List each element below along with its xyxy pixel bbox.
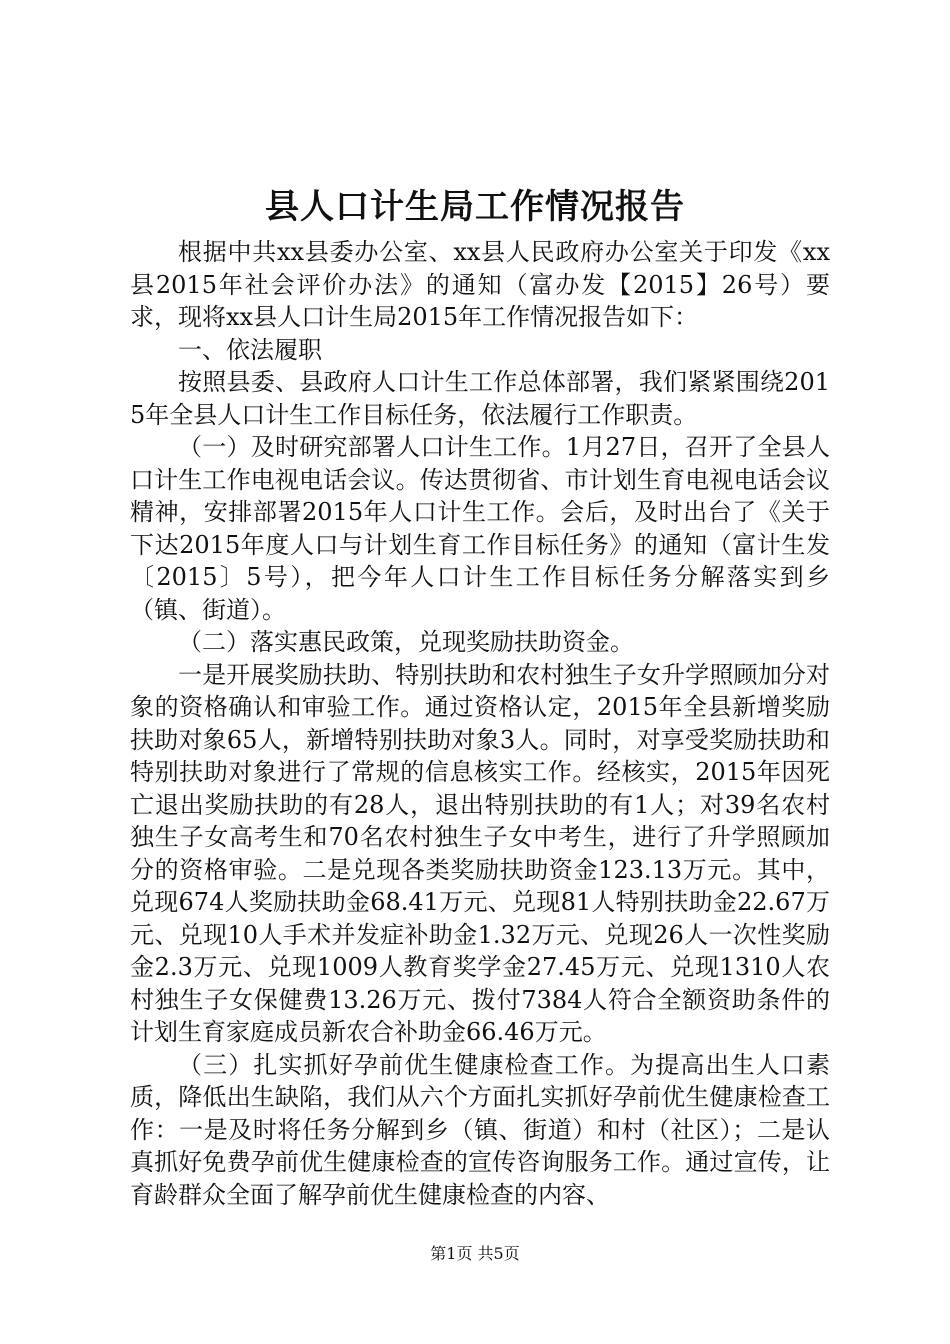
paragraph-overview: 按照县委、县政府人口计生工作总体部署，我们紧紧围绕2015年全县人口计生工作目标任务，依法履行工作职责。 bbox=[130, 368, 830, 429]
paragraph-item-1: （一）及时研究部署人口计生工作。1月27日，召开了全县人口计生工作电视电话会议。传达贯彻省、市计划生育电视电话会议精神，安排部署2015年人口计生工作。会后，及时出台了《关于下达2015年度人口与计划生育工作目标任务》的通知（富计生发〔2015〕5号），把今年人口计生工作目标任务分解落实到乡（镇、街道）。 bbox=[130, 433, 830, 624]
page-footer: 第1页 共5页 bbox=[430, 1244, 520, 1263]
paragraph-intro: 根据中共xx县委办公室、xx县人民政府办公室关于印发《xx县2015年社会评价办法》的通知（富办发【2015】26号）要求，现将xx县人口计生局2015年工作情况报告如下： bbox=[130, 238, 830, 331]
paragraph-subsidies: 一是开展奖励扶助、特别扶助和农村独生子女升学照顾加分对象的资格确认和审验工作。通过资格认定，2015年全县新增奖励扶助对象65人，新增特别扶助对象3人。同时，对享受奖励扶助和特别扶助对象进行了常规的信息核实工作。经核实，2015年因死亡退出奖励扶助的有28人，退出特别扶助的有1人；对39名农村独生子女高考生和70名农村独生子女中考生，进行了升学照顾加分的资格审验。二是兑现各类奖励扶助资金123.13万元。其中，兑现674人奖励扶助金68.41万元、兑现81人特别扶助金22.67万元、兑现10人手术并发症补助金1.32万元、兑现26人一次性奖励金2.3万元、兑现1009人教育奖学金27.45万元、兑现1310人农村独生子女保健费13.26万元、拨付7384人符合全额资助条件的计划生育家庭成员新农合补助金66.46万元。 bbox=[130, 660, 830, 1046]
paragraph-item-3: （三）扎实抓好孕前优生健康检查工作。为提高出生人口素质，降低出生缺陷，我们从六个方面扎实抓好孕前优生健康检查工作：一是及时将任务分解到乡（镇、街道）和村（社区）；二是认真抓好免费孕前优生健康检查的宣传咨询服务工作。通过宣传，让育龄群众全面了解孕前优生健康检查的内容、 bbox=[130, 1050, 830, 1209]
section-heading-1: 一、依法履职 bbox=[178, 335, 322, 364]
subsection-heading-2: （二）落实惠民政策，兑现奖励扶助资金。 bbox=[178, 628, 634, 656]
document-title: 县人口计生局工作情况报告 bbox=[265, 187, 685, 227]
document-body bbox=[130, 236, 830, 1211]
